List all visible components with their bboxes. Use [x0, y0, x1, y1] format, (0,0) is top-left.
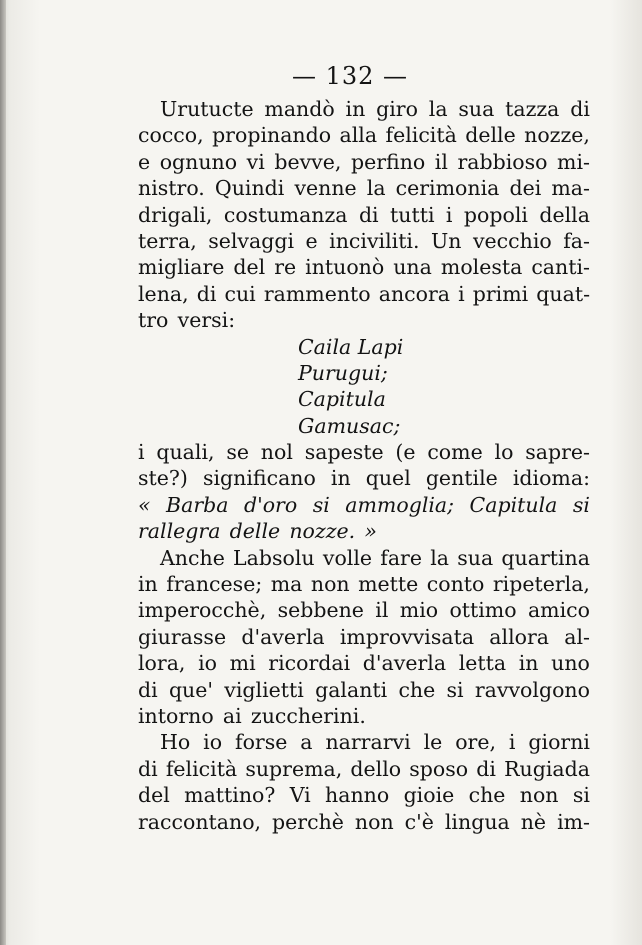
word: giorni [528, 730, 590, 755]
word: drigali, [138, 202, 213, 227]
word: io [198, 651, 217, 676]
word: in [138, 572, 158, 597]
text-line [138, 254, 590, 280]
word: rammento [263, 281, 371, 306]
word: di [138, 756, 158, 781]
word: hanno [325, 783, 390, 808]
word: propinando [212, 123, 332, 148]
page-text [138, 96, 590, 835]
word: dello [350, 756, 402, 781]
page-number: — 132 — [291, 62, 409, 90]
word: la [430, 545, 449, 570]
word: sposo [409, 756, 469, 781]
word: galanti [315, 677, 388, 702]
word: gentile [425, 466, 498, 491]
text-line [138, 624, 590, 650]
text-line [138, 228, 590, 254]
word: sebbene [277, 598, 364, 623]
word: giro [376, 97, 418, 121]
word: c'è [404, 809, 434, 834]
word: costumanza [223, 202, 348, 227]
word: delle [229, 519, 281, 544]
verse-line: Caila Lapi [298, 334, 404, 359]
word: del [233, 255, 266, 280]
paragraph-2 [138, 545, 590, 730]
word: Ho [160, 730, 191, 755]
text-line [138, 149, 590, 175]
word: cui [224, 281, 256, 306]
word: ste?) [138, 466, 188, 491]
word: giurasse [138, 624, 227, 649]
word: sapeste [304, 440, 384, 465]
text-line [138, 571, 590, 597]
word: di [358, 202, 379, 227]
word: terra, [138, 228, 197, 253]
word: mette [358, 572, 419, 597]
text-line [138, 650, 590, 676]
word: ammoglia; [345, 492, 455, 517]
word: ottimo [449, 598, 517, 623]
word: gioie [403, 783, 455, 808]
word: felicità [165, 756, 238, 781]
word: volle [322, 545, 373, 570]
word: uno [551, 651, 590, 676]
word: ripeterla, [492, 572, 590, 597]
word: ancora [378, 281, 450, 306]
word: molesta [440, 255, 523, 280]
word: imperocchè, [138, 598, 267, 623]
word: amico [527, 598, 590, 623]
word: mandò [264, 97, 335, 121]
word: Urutucte [160, 97, 254, 121]
word: quartina [501, 545, 590, 570]
word: in [330, 466, 351, 491]
word: la [428, 97, 448, 121]
verse-line: Capitula [298, 387, 386, 412]
word: lo [494, 440, 514, 465]
word: si [572, 783, 590, 808]
word: viglietti [224, 677, 304, 702]
word: perchè [272, 809, 344, 834]
word: ravvolgono [474, 677, 590, 702]
word: Barba [166, 492, 229, 517]
word: ma- [551, 176, 590, 201]
word: e [305, 228, 318, 253]
word: i [458, 281, 465, 306]
word: non [310, 572, 350, 597]
word: alla [339, 123, 378, 148]
word: « [138, 492, 151, 517]
word: felicità [385, 123, 457, 148]
word: il [434, 149, 448, 174]
word: dei [509, 176, 542, 201]
text-line [138, 729, 590, 755]
word: Rugiada [504, 756, 590, 781]
word: in [345, 97, 366, 121]
word: di [196, 281, 217, 306]
word: sua [457, 545, 494, 570]
word: delle [465, 123, 516, 148]
word: quel [365, 466, 411, 491]
word: canti- [531, 255, 590, 280]
paragraph-1 [138, 96, 590, 334]
word: nozze, [524, 123, 590, 148]
word: letta [458, 651, 507, 676]
text-line [138, 809, 590, 835]
verse-line: Gamusac; [298, 413, 401, 438]
word: zuccherini. [250, 703, 366, 728]
word: Un [430, 228, 462, 253]
word: tutti [390, 202, 435, 227]
text-line [138, 439, 590, 465]
word: bevve, [274, 149, 342, 174]
text-line [138, 281, 590, 307]
word: nol [260, 440, 293, 465]
word: Vi [289, 783, 311, 808]
text-line [138, 703, 590, 729]
word: intorno [138, 703, 214, 728]
paragraph-after-verse [138, 439, 590, 545]
word: se [226, 440, 249, 465]
word: improvvisata [339, 624, 475, 649]
word: io [203, 730, 223, 755]
text-line [138, 756, 590, 782]
word: suprema, [245, 756, 343, 781]
word: d'oro [243, 492, 298, 517]
word: in [518, 651, 539, 676]
word: si [312, 492, 330, 517]
word: mattino? [184, 783, 276, 808]
word: intuonò [305, 255, 385, 280]
word: Capitula [469, 492, 558, 517]
italic-text-line [138, 518, 590, 544]
word: venne [294, 176, 357, 201]
word: ricordai [268, 651, 351, 676]
word: e [138, 149, 151, 174]
word: forse [234, 730, 288, 755]
text-line [138, 782, 590, 808]
word: migliare [138, 255, 225, 280]
word: Quindi [214, 176, 285, 201]
word: della [539, 202, 590, 227]
word: Anche [160, 545, 225, 570]
text-line [138, 122, 590, 148]
word: ore, [455, 730, 496, 755]
word: fa- [563, 228, 590, 253]
word: il [375, 598, 389, 623]
word: quali, [156, 440, 215, 465]
word: che [468, 783, 506, 808]
word: mi [229, 651, 256, 676]
word: una [393, 255, 432, 280]
word: tazza [505, 97, 560, 121]
word: vi [246, 149, 265, 174]
word: ognuno [159, 149, 238, 174]
word: quat- [536, 281, 590, 306]
word: del [138, 783, 170, 808]
word: que' [168, 677, 214, 702]
word: francese; [166, 572, 263, 597]
word: im- [557, 809, 590, 834]
text-line [138, 96, 590, 122]
word: perfino [350, 149, 426, 174]
word: vecchio [472, 228, 552, 253]
word: cocco, [138, 123, 204, 148]
word: nistro. [138, 176, 205, 201]
word: allora [489, 624, 549, 649]
word: idioma: [512, 466, 590, 491]
word: i [445, 202, 453, 227]
word: i [138, 440, 145, 465]
word: d'averla [362, 651, 447, 676]
word: le [423, 730, 443, 755]
text-line [138, 465, 590, 491]
word: fare [380, 545, 422, 570]
word: (e [395, 440, 416, 465]
word: popoli [463, 202, 528, 227]
word: significano [202, 466, 316, 491]
word: lora, [138, 651, 186, 676]
word: sapre- [525, 440, 590, 465]
word: narrarvi [325, 730, 411, 755]
word: lena, [138, 281, 189, 306]
word: nozze. [289, 519, 356, 544]
text-line [138, 677, 590, 703]
paragraph-3 [138, 729, 590, 835]
text-line [138, 307, 590, 333]
text-line [138, 202, 590, 228]
word: non [519, 783, 559, 808]
word: si [572, 492, 590, 517]
word: selvaggi [208, 228, 295, 253]
italic-text-line [138, 492, 590, 518]
word: i [508, 730, 516, 755]
word: tro [138, 308, 169, 333]
text-line [138, 175, 590, 201]
word: cerimonia [395, 176, 500, 201]
word: » [364, 519, 377, 544]
word: mi- [557, 149, 590, 174]
word: inciviliti. [329, 228, 420, 253]
word: rallegra [138, 519, 221, 544]
word: di [476, 756, 496, 781]
word: primi [472, 281, 529, 306]
word: ma [270, 572, 303, 597]
word: sua [458, 97, 495, 121]
word: di [570, 97, 590, 121]
word: rabbioso [457, 149, 548, 174]
word: conto [426, 572, 485, 597]
word: lingua [444, 809, 510, 834]
verse-line: Purugui; [298, 360, 388, 385]
word: come [427, 440, 483, 465]
word: Labsolu [233, 545, 315, 570]
text-line [138, 597, 590, 623]
word: ai [222, 703, 242, 728]
word: di [138, 677, 158, 702]
word: mio [399, 598, 439, 623]
word: nè [520, 809, 547, 834]
word: non [354, 809, 394, 834]
word: la [366, 176, 386, 201]
word: versi: [177, 308, 236, 333]
word: d'averla [241, 624, 325, 649]
word: a [300, 730, 313, 755]
word: al- [564, 624, 590, 649]
word: re [274, 255, 297, 280]
page-binding-edge [0, 0, 6, 945]
word: si [446, 677, 464, 702]
verse-block [138, 334, 590, 440]
word: che [398, 677, 436, 702]
word: raccontano, [138, 809, 262, 834]
text-line [138, 545, 590, 571]
